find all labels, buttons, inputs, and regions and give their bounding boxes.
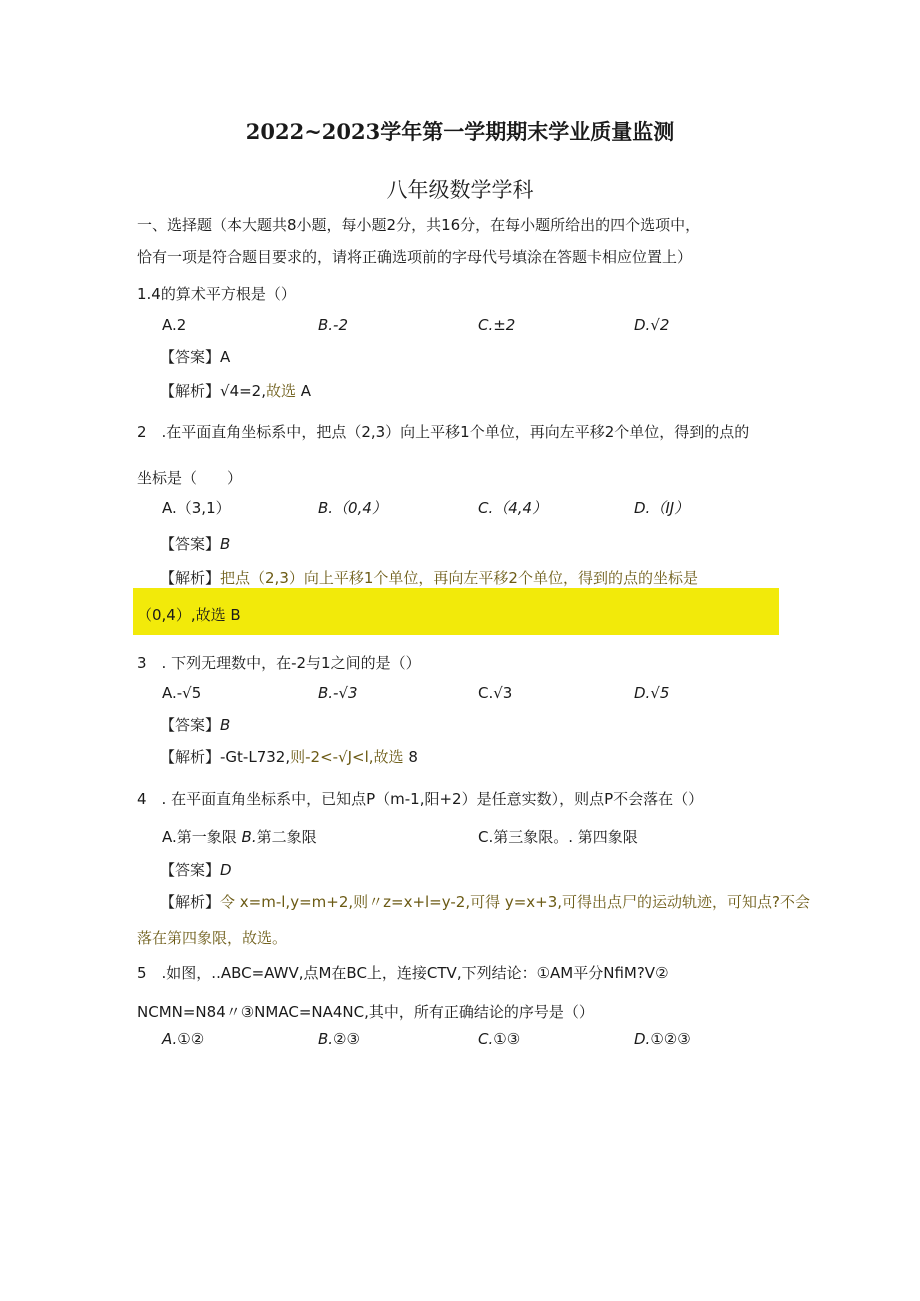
question-3-stem: 3 . 下列无理数中，在-2与1之间的是（）	[137, 654, 421, 672]
question-1-option-c: C.±2	[478, 316, 516, 334]
question-4-option-b-text: 第二象限	[256, 828, 317, 846]
analysis-part: 故选	[373, 748, 404, 766]
question-5-option-a: A.①②	[162, 1030, 205, 1048]
answer-label: 【答案】	[160, 348, 221, 366]
analysis-part: 则-2<-√J<l,	[290, 748, 374, 766]
question-3-option-c: C.√3	[478, 684, 513, 702]
question-4-options-cd: C.第三象限。. 第四象限	[478, 828, 638, 846]
question-4-analysis-line-1	[160, 891, 810, 912]
question-2-stem-line-1: 2 .在平面直角坐标系中，把点（2,3）向上平移1个单位，再向左平移2个单位，得到的点的	[137, 423, 750, 441]
question-4-option-a: A.第一象限	[162, 828, 242, 846]
answer-value: B	[220, 535, 231, 553]
question-4-options-ab	[162, 826, 317, 847]
analysis-part: 故选	[266, 382, 297, 400]
analysis-part: √4=2,	[220, 382, 266, 400]
page-subtitle: 八年级数学学科	[386, 178, 534, 202]
analysis-part: 8	[403, 748, 418, 766]
question-4-option-b-letter: B.	[241, 828, 257, 846]
question-1-option-d: D.√2	[634, 316, 670, 334]
question-4-stem: 4 . 在平面直角坐标系中，已知点P（m-1,阳+2）是任意实数），则点P不会落在（）	[137, 790, 704, 808]
question-3-answer	[160, 714, 230, 735]
question-3-option-a: A.-√5	[162, 684, 202, 702]
answer-value: B	[220, 716, 231, 734]
question-4-analysis-line-2: 落在第四象限，故选。	[137, 929, 288, 947]
question-1-stem: 1.4的算术平方根是（）	[137, 285, 296, 303]
question-2-stem-line-2: 坐标是（ ）	[137, 469, 243, 487]
question-3-analysis	[160, 746, 418, 767]
question-5-stem-line-1: 5 .如图，..ABC=AWV,点M在BC上，连接CTV,下列结论：①AM平分NfiM?V②	[137, 964, 669, 982]
question-2-option-c: C.（4,4）	[478, 499, 548, 517]
question-3-option-b: B.-√3	[318, 684, 358, 702]
analysis-part: A	[296, 382, 312, 400]
answer-label: 【答案】	[160, 535, 221, 553]
question-1-option-a: A.2	[162, 316, 187, 334]
question-5-option-d: D.①②③	[634, 1030, 691, 1048]
answer-value: A	[220, 348, 231, 366]
page-title: 2022~2023学年第一学期期末学业质量监测	[245, 119, 675, 144]
answer-label: 【答案】	[160, 861, 221, 879]
question-2-analysis-line-1	[160, 567, 698, 588]
question-5-stem-line-2: NCMN=N84〃③NMAC=NA4NC,其中，所有正确结论的序号是（）	[137, 1003, 594, 1021]
question-1-analysis	[160, 380, 311, 401]
analysis-label: 【解析】	[160, 382, 221, 400]
question-2-option-a: A.（3,1）	[162, 499, 231, 517]
question-2-answer	[160, 533, 230, 554]
question-4-answer	[160, 859, 232, 880]
section-instruction-line-2: 恰有一项是符合题目要求的，请将正确选项前的字母代号填涂在答题卡相应位置上）	[137, 248, 693, 266]
question-5-option-b: B.②③	[318, 1030, 360, 1048]
question-2-analysis-line-2: （0,4）,故选 B	[137, 606, 241, 624]
answer-label: 【答案】	[160, 716, 221, 734]
section-instruction-line-1: 一、选择题（本大题共8小题，每小题2分，共16分，在每小题所给出的四个选项中，	[137, 216, 701, 234]
analysis-label: 【解析】	[160, 748, 221, 766]
question-1-answer	[160, 346, 230, 367]
analysis-part: -Gt-L732,	[220, 748, 291, 766]
question-2-option-b: B.（0,4）	[318, 499, 387, 517]
question-3-option-d: D.√5	[634, 684, 670, 702]
question-1-option-b: B.-2	[318, 316, 349, 334]
analysis-label: 【解析】	[160, 569, 221, 587]
question-2-option-d: D.（IJ）	[634, 499, 690, 517]
analysis-label: 【解析】	[160, 893, 221, 911]
analysis-part: 令 x=m-l,y=m+2,则〃z=x+l=y-2,可得 y=x+3,可得出点尸的运动轨迹，可知点?不会	[220, 893, 811, 911]
analysis-part: 把点（2,3）向上平移1个单位，再向左平移2个单位，得到的点的坐标是	[220, 569, 698, 587]
answer-value: D	[220, 861, 232, 879]
question-5-option-c: C.①③	[478, 1030, 521, 1048]
